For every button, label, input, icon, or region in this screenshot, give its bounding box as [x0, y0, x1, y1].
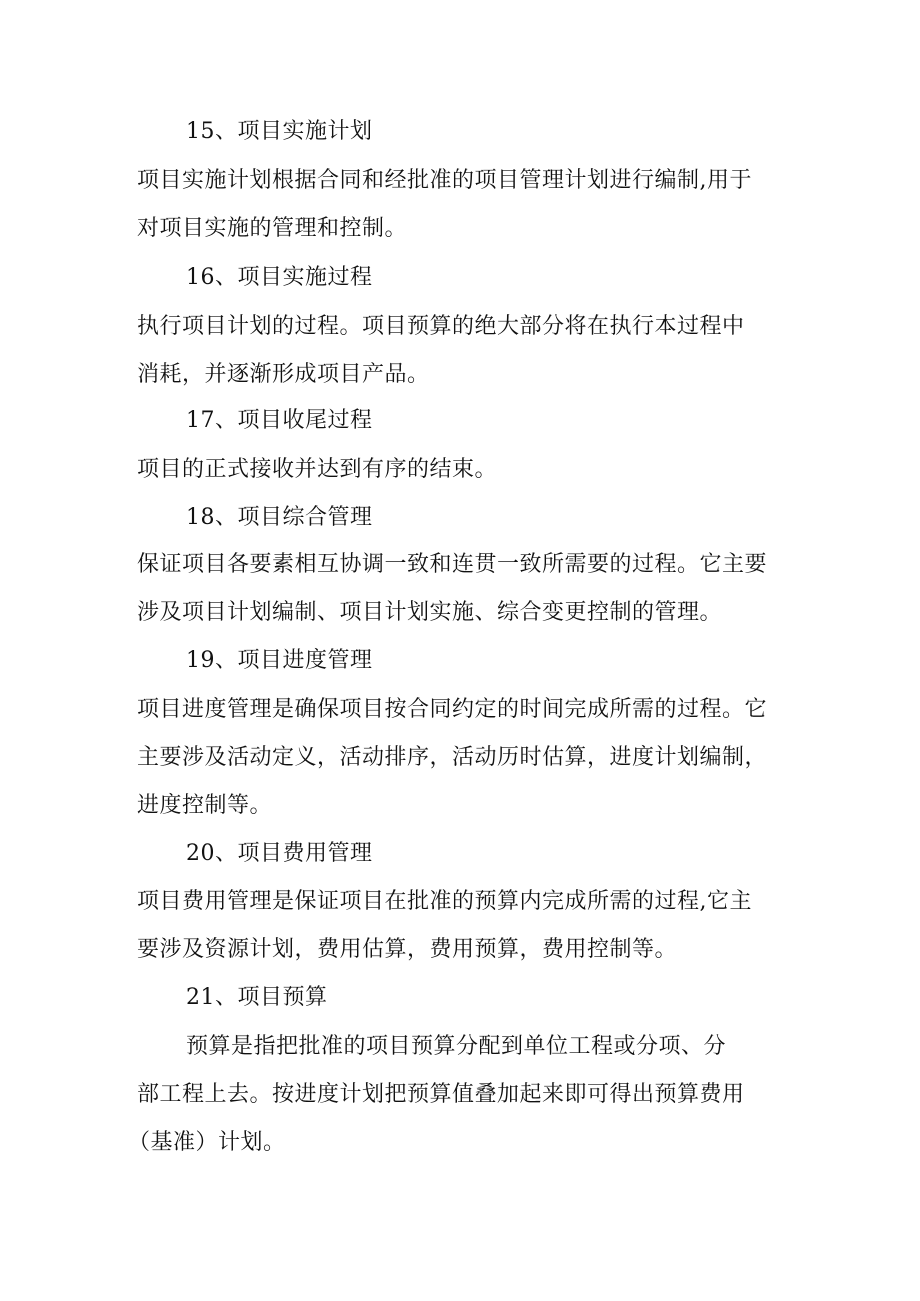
section-heading: 17、项目收尾过程	[186, 408, 373, 433]
section-heading: 21、项目预算	[186, 985, 328, 1010]
paragraph-line: 保证项目各要素相互协调一致和连贯一致所需要的过程。它主要	[137, 552, 768, 577]
section-heading: 19、项目进度管理	[186, 648, 373, 673]
section-heading: 16、项目实施过程	[186, 265, 373, 290]
paragraph-line: 项目的正式接收并达到有序的结束。	[137, 457, 498, 482]
paragraph-line: 预算是指把批准的项目预算分配到单位工程或分项、分	[186, 1034, 727, 1059]
section-heading: 15、项目实施计划	[186, 119, 373, 144]
paragraph-line: 消耗，并逐渐形成项目产品。	[137, 362, 430, 387]
section-heading: 18、项目综合管理	[186, 505, 373, 530]
paragraph-line: 涉及项目计划编制、项目计划实施、综合变更控制的管理。	[137, 600, 723, 625]
paragraph-line: 对项目实施的管理和控制。	[137, 216, 408, 241]
paragraph-line: 部工程上去。按进度计划把预算值叠加起来即可得出预算费用	[137, 1082, 745, 1107]
paragraph-line: 项目费用管理是保证项目在批准的预算内完成所需的过程,它主	[137, 889, 752, 914]
paragraph-line: （基准）计划。	[128, 1130, 286, 1155]
paragraph-line: 主要涉及活动定义，活动排序，活动历时估算，进度计划编制，	[137, 745, 768, 770]
paragraph-line: 项目实施计划根据合同和经批准的项目管理计划进行编制,用于	[137, 168, 752, 193]
paragraph-line: 进度控制等。	[137, 793, 273, 818]
section-heading: 20、项目费用管理	[186, 841, 373, 866]
paragraph-line: 项目进度管理是确保项目按合同约定的时间完成所需的过程。它	[137, 697, 768, 722]
paragraph-line: 执行项目计划的过程。项目预算的绝大部分将在执行本过程中	[137, 314, 745, 339]
paragraph-line: 要涉及资源计划，费用估算，费用预算，费用控制等。	[137, 937, 678, 962]
